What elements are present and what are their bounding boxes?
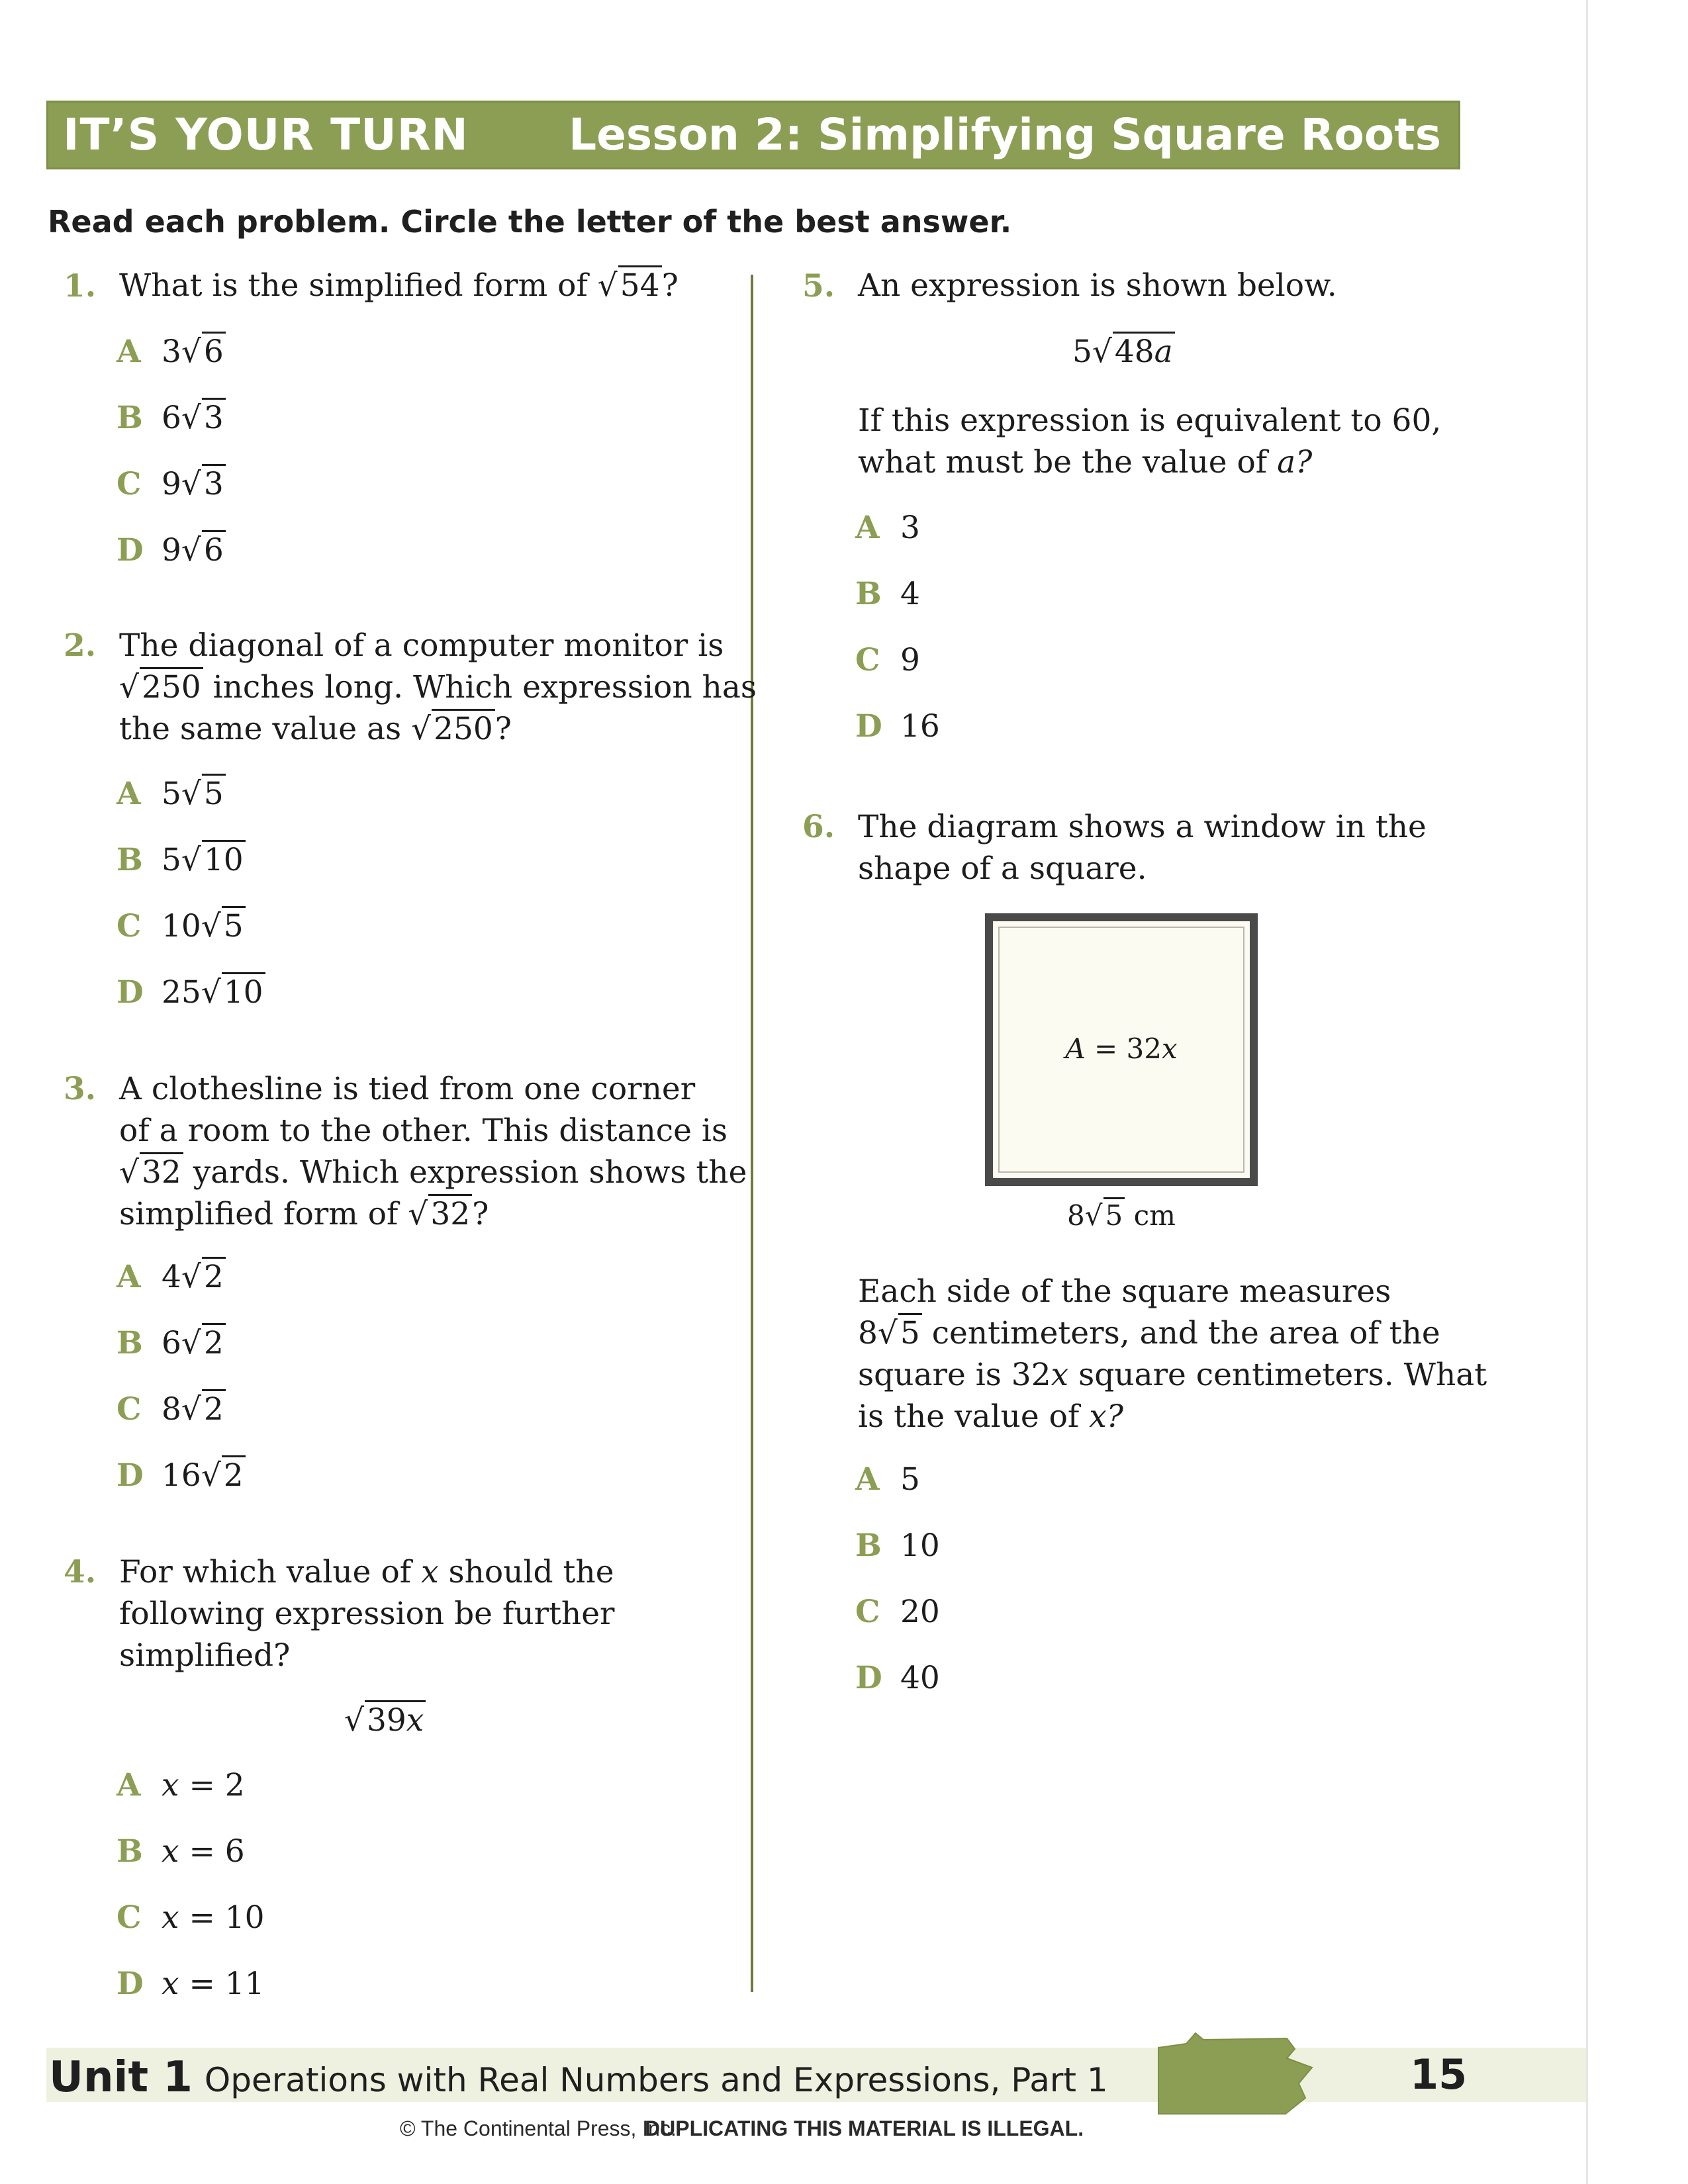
instructions: Read each problem. Circle the letter of the best answer. <box>48 204 1012 240</box>
question-6-option-c[interactable]: C 20 <box>855 1594 940 1630</box>
question-4-text: For which value of x should the following expression be further simplified? <box>119 1554 615 1674</box>
question-5-option-a[interactable]: A 3 <box>855 510 920 546</box>
question-1-number: 1. <box>64 268 97 304</box>
question-6-option-d[interactable]: D 40 <box>855 1660 940 1696</box>
question-4-number: 4. <box>64 1554 97 1590</box>
question-5-intro: An expression is shown below. <box>858 267 1337 304</box>
question-2-text: The diagonal of a computer monitor is √250 inches long. Which expression has the same value as √250? <box>119 627 757 747</box>
lesson-header <box>46 101 1460 169</box>
question-5-number: 5. <box>802 268 835 304</box>
question-6-option-a[interactable]: A 5 <box>855 1461 920 1498</box>
question-5-option-c[interactable]: C 9 <box>855 642 920 678</box>
question-5-option-b[interactable]: B 4 <box>855 576 920 612</box>
lesson-title: Lesson 2: Simplifying Square Roots <box>569 109 1441 160</box>
question-6-intro: The diagram shows a window in the shape of a square. <box>858 809 1427 887</box>
footer-unit-title <box>49 2053 1108 2102</box>
page-edge-line <box>1586 0 1588 2184</box>
question-5-option-d[interactable]: D 16 <box>855 708 940 745</box>
copyright-text: © The Continental Press, Inc. <box>400 2116 677 2140</box>
question-6-number: 6. <box>802 809 835 845</box>
question-1-option-b[interactable]: B 6√3 <box>117 398 226 438</box>
question-1-option-d[interactable]: D 9√6 <box>117 531 226 570</box>
section-title: IT’S YOUR TURN <box>63 109 469 160</box>
question-4-option-b[interactable]: B x = 6 <box>117 1833 245 1870</box>
question-5-text: If this expression is equivalent to 60, what must be the value of a? <box>858 402 1442 480</box>
question-3-text: A clothesline is tied from one corner of a room to the other. This distance is √32 yards. Which expression shows the simplified form of √32? <box>119 1071 747 1232</box>
unit-title: Operations with Real Numbers and Expressions, Part 1 <box>204 2061 1108 2099</box>
question-6-text: Each side of the square measures 8√5 centimeters, and the area of the square is 32x square centimeters. What is the value of x? <box>858 1273 1487 1435</box>
question-1-option-c[interactable]: C 9√3 <box>117 465 226 504</box>
question-2-option-a[interactable]: A 5√5 <box>117 774 226 814</box>
question-2-option-d[interactable]: D 25√10 <box>117 973 265 1013</box>
window-side-label: 8√5 cm <box>985 1199 1258 1232</box>
square-window-diagram <box>985 913 1258 1186</box>
question-2-option-c[interactable]: C 10√5 <box>117 907 246 946</box>
copyright-warning: DUPLICATING THIS MATERIAL IS ILLEGAL. <box>645 2116 1084 2140</box>
window-area-label: A = 32x <box>1065 1032 1178 1065</box>
question-6-option-b[interactable]: B 10 <box>855 1527 940 1564</box>
question-1-text: What is the simplified form of √54? <box>119 265 679 306</box>
question-2-option-b[interactable]: B 5√10 <box>117 841 246 880</box>
question-1-radical: √54 <box>598 267 662 304</box>
state-tab-icon <box>1156 2029 1315 2115</box>
question-4-option-d[interactable]: D x = 11 <box>117 1966 265 2002</box>
column-divider <box>751 275 753 1992</box>
question-4-option-a[interactable]: A x = 2 <box>117 1767 245 1803</box>
question-3-option-d[interactable]: D 16√2 <box>117 1456 246 1496</box>
question-5-expression: 5√48a <box>1072 334 1175 370</box>
question-1-option-a[interactable]: A 3√6 <box>117 332 226 372</box>
question-3-number: 3. <box>64 1071 97 1107</box>
unit-label: Unit 1 <box>49 2053 193 2102</box>
question-3-option-a[interactable]: A 4√2 <box>117 1257 226 1297</box>
question-2-number: 2. <box>64 627 97 664</box>
question-4-expression: √39x <box>344 1702 426 1739</box>
question-4-option-c[interactable]: C x = 10 <box>117 1899 265 1936</box>
page-number: 15 <box>1410 2050 1468 2099</box>
question-3-option-b[interactable]: B 6√2 <box>117 1324 226 1363</box>
question-3-option-c[interactable]: C 8√2 <box>117 1390 226 1430</box>
